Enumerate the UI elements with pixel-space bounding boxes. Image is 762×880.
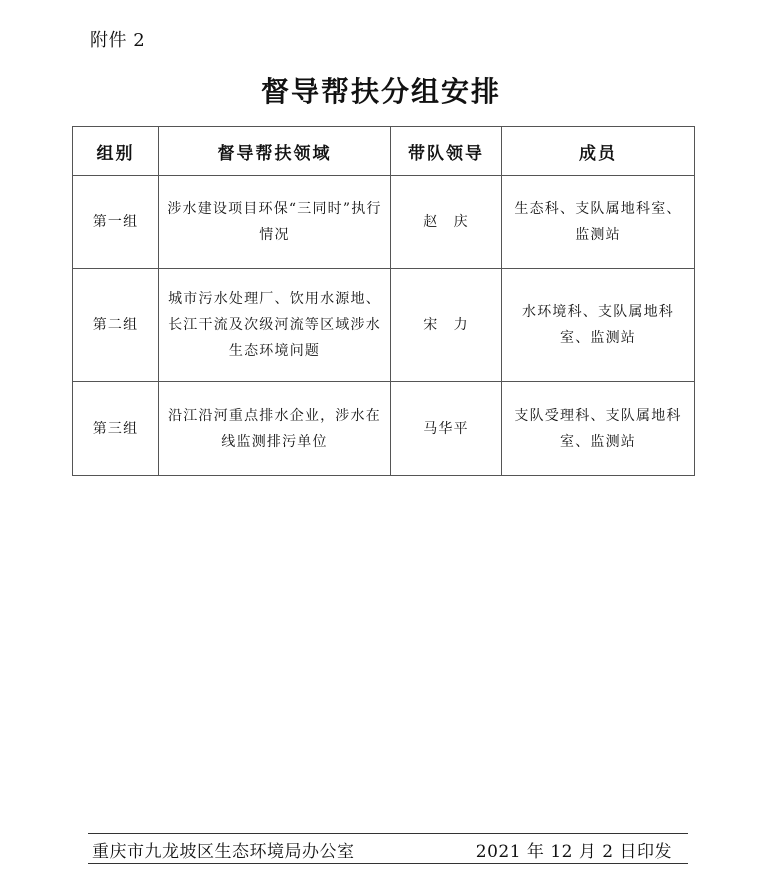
footer-bottom-rule — [88, 863, 688, 864]
issuing-office: 重庆市九龙坡区生态环境局办公室 — [92, 842, 355, 862]
column-header-leader: 带队领导 — [391, 127, 502, 176]
members-cell: 支队受理科、支队属地科室、监测站 — [502, 382, 695, 476]
leader-cell: 马华平 — [391, 382, 502, 476]
area-cell: 城市污水处理厂、饮用水源地、长江干流及次级河流等区域涉水生态环境问题 — [159, 269, 391, 382]
table-row — [73, 176, 695, 269]
column-header-group: 组别 — [73, 127, 159, 176]
members-cell: 水环境科、支队属地科室、监测站 — [502, 269, 695, 382]
group-cell: 第二组 — [73, 269, 159, 382]
issue-date: 2021 年 12 月 2 日印发 — [475, 842, 672, 862]
members-cell: 生态科、支队属地科室、监测站 — [502, 176, 695, 269]
attachment-label: 附件 2 — [90, 30, 146, 51]
table-row — [73, 382, 695, 476]
assignment-table — [72, 126, 695, 476]
column-header-members: 成员 — [502, 127, 695, 176]
table-row — [73, 269, 695, 382]
leader-cell: 宋 力 — [391, 269, 502, 382]
group-cell: 第一组 — [73, 176, 159, 269]
column-header-area: 督导帮扶领域 — [159, 127, 391, 176]
leader-cell: 赵 庆 — [391, 176, 502, 269]
table-header-row — [73, 127, 695, 176]
area-cell: 沿江沿河重点排水企业，涉水在线监测排污单位 — [159, 382, 391, 476]
issuance-footer — [88, 833, 688, 863]
document-title: 督导帮扶分组安排 — [260, 75, 501, 108]
group-cell: 第三组 — [73, 382, 159, 476]
area-cell: 涉水建设项目环保“三同时”执行情况 — [159, 176, 391, 269]
footer-top-rule — [88, 833, 688, 834]
